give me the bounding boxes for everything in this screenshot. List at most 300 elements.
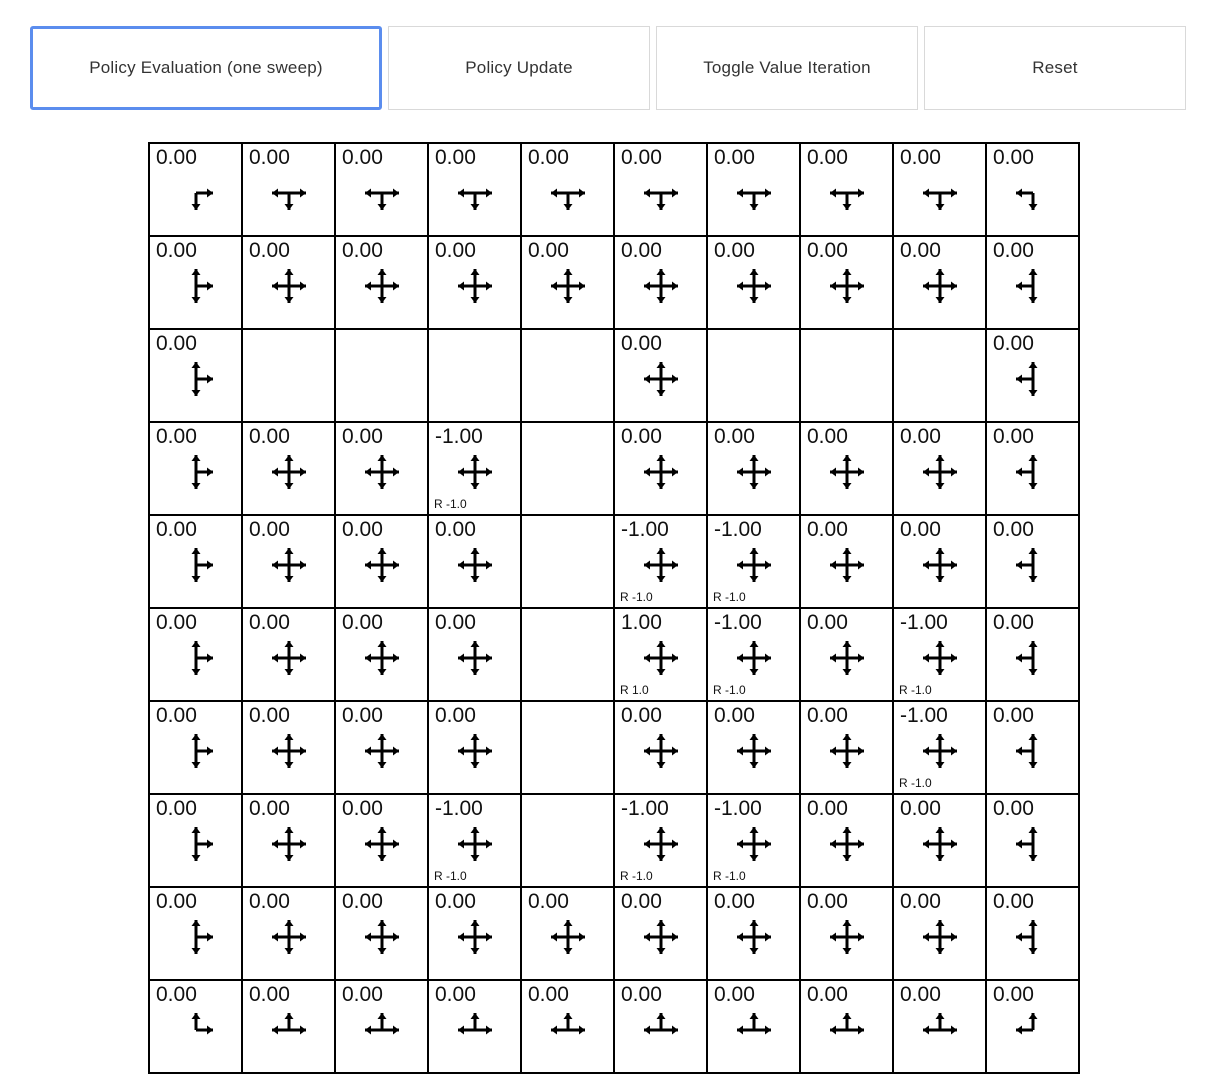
- grid-cell[interactable]: [149, 887, 242, 980]
- grid-cell[interactable]: [242, 143, 335, 236]
- cell-content: [987, 795, 1078, 886]
- cell-value: 0.00: [249, 146, 290, 169]
- grid-cell[interactable]: [986, 608, 1079, 701]
- policy-arrows-icon: [429, 263, 520, 307]
- policy-arrows-icon: [615, 263, 706, 307]
- policy-arrows-icon: [150, 914, 241, 958]
- grid-cell[interactable]: [986, 236, 1079, 329]
- grid-cell[interactable]: [707, 887, 800, 980]
- grid-cell[interactable]: [149, 701, 242, 794]
- policy-arrows-icon: [150, 356, 241, 400]
- grid-cell[interactable]: [893, 143, 986, 236]
- policy-arrows-icon: [336, 542, 427, 586]
- cell-content: [522, 237, 613, 328]
- policy-arrows-icon: [894, 170, 985, 214]
- cell-value: 0.00: [900, 239, 941, 262]
- grid-row: [149, 701, 1079, 794]
- grid-row: [149, 887, 1079, 980]
- policy-arrows-icon: [429, 1007, 520, 1051]
- grid-cell[interactable]: [707, 608, 800, 701]
- cell-reward: R -1.0: [899, 683, 932, 697]
- cell-value: 0.00: [156, 332, 197, 355]
- cell-value: 0.00: [249, 239, 290, 262]
- grid-cell[interactable]: [614, 422, 707, 515]
- cell-content: [243, 981, 334, 1072]
- policy-arrows-icon: [336, 449, 427, 493]
- cell-content: [429, 702, 520, 793]
- policy-arrows-icon: [243, 728, 334, 772]
- gridworld-grid: [148, 142, 1080, 1074]
- cell-value: 0.00: [714, 146, 755, 169]
- cell-value: -1.00: [900, 611, 948, 634]
- grid-cell[interactable]: [614, 515, 707, 608]
- cell-content: [522, 516, 613, 607]
- grid-cell[interactable]: [521, 143, 614, 236]
- grid-cell[interactable]: [893, 515, 986, 608]
- policy-arrows-icon: [987, 449, 1078, 493]
- cell-value: 0.00: [900, 890, 941, 913]
- policy-arrows-icon: [987, 821, 1078, 865]
- grid-cell[interactable]: [800, 515, 893, 608]
- cell-content: [429, 423, 520, 514]
- grid-cell[interactable]: [893, 236, 986, 329]
- cell-content: [522, 330, 613, 421]
- cell-reward: R -1.0: [620, 869, 653, 883]
- grid-cell[interactable]: [428, 608, 521, 701]
- policy-arrows-icon: [615, 542, 706, 586]
- grid-cell[interactable]: [428, 794, 521, 887]
- toggle-value-iteration-button[interactable]: [656, 26, 918, 110]
- grid-cell[interactable]: [893, 794, 986, 887]
- grid-cell[interactable]: [800, 980, 893, 1073]
- cell-value: 0.00: [342, 704, 383, 727]
- grid-cell[interactable]: [521, 980, 614, 1073]
- policy-evaluation-label: Policy Evaluation (one sweep): [89, 58, 323, 77]
- policy-arrows-icon: [429, 635, 520, 679]
- cell-value: 0.00: [156, 146, 197, 169]
- cell-value: 0.00: [714, 425, 755, 448]
- cell-content: [894, 609, 985, 700]
- grid-cell[interactable]: [242, 608, 335, 701]
- policy-arrows-icon: [801, 914, 892, 958]
- cell-content: [429, 516, 520, 607]
- grid-cell[interactable]: [614, 329, 707, 422]
- cell-value: 0.00: [993, 611, 1034, 634]
- cell-value: 0.00: [528, 239, 569, 262]
- cell-value: 0.00: [807, 704, 848, 727]
- cell-content: [336, 795, 427, 886]
- cell-content: [429, 888, 520, 979]
- grid-cell[interactable]: [986, 422, 1079, 515]
- cell-value: 0.00: [714, 239, 755, 262]
- policy-arrows-icon: [987, 356, 1078, 400]
- grid-cell[interactable]: [521, 887, 614, 980]
- cell-content: [615, 144, 706, 235]
- policy-arrows-icon: [894, 914, 985, 958]
- grid-cell[interactable]: [893, 887, 986, 980]
- grid-cell[interactable]: [707, 980, 800, 1073]
- cell-content: [336, 609, 427, 700]
- cell-value: 0.00: [993, 983, 1034, 1006]
- policy-arrows-icon: [336, 263, 427, 307]
- cell-content: [801, 330, 892, 421]
- grid-cell[interactable]: [335, 143, 428, 236]
- cell-content: [615, 981, 706, 1072]
- cell-content: [522, 609, 613, 700]
- cell-content: [987, 330, 1078, 421]
- policy-arrows-icon: [708, 635, 799, 679]
- policy-arrows-icon: [894, 263, 985, 307]
- grid-cell[interactable]: [428, 422, 521, 515]
- policy-arrows-icon: [801, 728, 892, 772]
- cell-value: 0.00: [807, 890, 848, 913]
- cell-value: 0.00: [249, 425, 290, 448]
- policy-arrows-icon: [708, 449, 799, 493]
- policy-arrows-icon: [801, 542, 892, 586]
- cell-value: 0.00: [714, 890, 755, 913]
- grid-cell[interactable]: [986, 329, 1079, 422]
- grid-cell[interactable]: [893, 980, 986, 1073]
- grid-cell[interactable]: [986, 794, 1079, 887]
- grid-cell[interactable]: [428, 515, 521, 608]
- cell-value: -1.00: [714, 518, 762, 541]
- cell-content: [522, 888, 613, 979]
- grid-cell[interactable]: [335, 887, 428, 980]
- cell-content: [243, 330, 334, 421]
- policy-evaluation-button[interactable]: [30, 26, 382, 110]
- policy-arrows-icon: [987, 1007, 1078, 1051]
- cell-value: 0.00: [900, 797, 941, 820]
- policy-arrows-icon: [336, 914, 427, 958]
- grid-cell[interactable]: [335, 236, 428, 329]
- grid-row: [149, 794, 1079, 887]
- grid-cell[interactable]: [707, 422, 800, 515]
- cell-value: 0.00: [342, 797, 383, 820]
- policy-update-button[interactable]: [388, 26, 650, 110]
- grid-cell[interactable]: [614, 701, 707, 794]
- cell-content: [429, 330, 520, 421]
- cell-value: 0.00: [621, 146, 662, 169]
- grid-cell[interactable]: [242, 980, 335, 1073]
- cell-value: 0.00: [993, 425, 1034, 448]
- grid-cell[interactable]: [986, 980, 1079, 1073]
- policy-arrows-icon: [615, 449, 706, 493]
- cell-content: [150, 702, 241, 793]
- grid-cell[interactable]: [707, 329, 800, 422]
- grid-cell[interactable]: [242, 329, 335, 422]
- policy-arrows-icon: [150, 263, 241, 307]
- policy-arrows-icon: [336, 170, 427, 214]
- grid-cell[interactable]: [335, 515, 428, 608]
- cell-value: 0.00: [249, 797, 290, 820]
- grid-cell[interactable]: [335, 980, 428, 1073]
- grid-cell[interactable]: [986, 515, 1079, 608]
- policy-arrows-icon: [150, 728, 241, 772]
- cell-value: 0.00: [156, 890, 197, 913]
- grid-cell[interactable]: [614, 887, 707, 980]
- grid-cell[interactable]: [149, 980, 242, 1073]
- cell-value: 0.00: [807, 239, 848, 262]
- cell-content: [894, 702, 985, 793]
- grid-cell[interactable]: [428, 143, 521, 236]
- grid-cell[interactable]: [893, 329, 986, 422]
- grid-cell[interactable]: [800, 701, 893, 794]
- policy-arrows-icon: [150, 821, 241, 865]
- policy-arrows-icon: [150, 542, 241, 586]
- cell-content: [708, 516, 799, 607]
- grid-cell[interactable]: [428, 236, 521, 329]
- cell-content: [336, 981, 427, 1072]
- cell-value: 0.00: [435, 239, 476, 262]
- policy-arrows-icon: [987, 635, 1078, 679]
- cell-content: [150, 981, 241, 1072]
- grid-cell[interactable]: [800, 236, 893, 329]
- cell-value: 0.00: [621, 983, 662, 1006]
- cell-content: [987, 888, 1078, 979]
- grid-cell[interactable]: [707, 794, 800, 887]
- cell-value: 0.00: [807, 983, 848, 1006]
- grid-cell[interactable]: [521, 515, 614, 608]
- cell-reward: R -1.0: [713, 869, 746, 883]
- grid-cell[interactable]: [149, 608, 242, 701]
- grid-cell[interactable]: [893, 608, 986, 701]
- cell-content: [150, 330, 241, 421]
- cell-content: [150, 144, 241, 235]
- cell-value: 0.00: [621, 239, 662, 262]
- cell-reward: R -1.0: [620, 590, 653, 604]
- cell-content: [987, 516, 1078, 607]
- grid-cell[interactable]: [149, 143, 242, 236]
- policy-arrows-icon: [801, 635, 892, 679]
- grid-cell[interactable]: [335, 794, 428, 887]
- grid-cell[interactable]: [521, 794, 614, 887]
- grid-cell[interactable]: [986, 143, 1079, 236]
- grid-cell[interactable]: [521, 608, 614, 701]
- cell-value: 0.00: [993, 239, 1034, 262]
- grid-cell[interactable]: [428, 980, 521, 1073]
- reset-label: Reset: [1032, 58, 1078, 77]
- cell-value: -1.00: [714, 797, 762, 820]
- grid-cell[interactable]: [614, 980, 707, 1073]
- cell-content: [894, 237, 985, 328]
- cell-content: [894, 423, 985, 514]
- cell-content: [429, 795, 520, 886]
- grid-cell[interactable]: [428, 701, 521, 794]
- grid-cell[interactable]: [800, 143, 893, 236]
- cell-content: [801, 423, 892, 514]
- grid-cell[interactable]: [800, 608, 893, 701]
- grid-cell[interactable]: [521, 329, 614, 422]
- cell-value: 0.00: [435, 890, 476, 913]
- cell-value: 0.00: [807, 611, 848, 634]
- cell-content: [894, 981, 985, 1072]
- cell-content: [429, 237, 520, 328]
- cell-value: 0.00: [528, 146, 569, 169]
- cell-content: [987, 423, 1078, 514]
- policy-arrows-icon: [522, 1007, 613, 1051]
- grid-cell[interactable]: [707, 701, 800, 794]
- policy-arrows-icon: [336, 728, 427, 772]
- toggle-value-iteration-label: Toggle Value Iteration: [703, 58, 871, 77]
- policy-update-label: Policy Update: [465, 58, 573, 77]
- policy-arrows-icon: [987, 170, 1078, 214]
- grid-cell[interactable]: [614, 794, 707, 887]
- policy-arrows-icon: [708, 542, 799, 586]
- cell-value: 0.00: [435, 983, 476, 1006]
- cell-content: [987, 144, 1078, 235]
- policy-arrows-icon: [522, 914, 613, 958]
- cell-value: 0.00: [621, 704, 662, 727]
- policy-arrows-icon: [894, 821, 985, 865]
- policy-arrows-icon: [987, 728, 1078, 772]
- policy-arrows-icon: [243, 263, 334, 307]
- policy-arrows-icon: [336, 821, 427, 865]
- cell-content: [150, 609, 241, 700]
- grid-cell[interactable]: [614, 143, 707, 236]
- cell-content: [150, 423, 241, 514]
- cell-reward: R -1.0: [434, 869, 467, 883]
- grid-cell[interactable]: [428, 329, 521, 422]
- policy-arrows-icon: [987, 914, 1078, 958]
- policy-arrows-icon: [801, 821, 892, 865]
- cell-value: 0.00: [342, 518, 383, 541]
- grid-cell[interactable]: [242, 515, 335, 608]
- cell-value: 0.00: [156, 518, 197, 541]
- cell-value: 0.00: [528, 983, 569, 1006]
- grid-cell[interactable]: [893, 701, 986, 794]
- policy-arrows-icon: [708, 263, 799, 307]
- cell-value: 0.00: [435, 704, 476, 727]
- cell-value: 0.00: [993, 518, 1034, 541]
- cell-value: 0.00: [249, 611, 290, 634]
- policy-arrows-icon: [615, 821, 706, 865]
- policy-arrows-icon: [336, 635, 427, 679]
- cell-content: [615, 888, 706, 979]
- cell-content: [429, 609, 520, 700]
- policy-arrows-icon: [708, 914, 799, 958]
- grid-cell[interactable]: [800, 422, 893, 515]
- cell-value: 0.00: [714, 704, 755, 727]
- grid-cell[interactable]: [428, 887, 521, 980]
- cell-content: [801, 795, 892, 886]
- cell-value: 0.00: [900, 518, 941, 541]
- grid-cell[interactable]: [149, 236, 242, 329]
- cell-content: [708, 795, 799, 886]
- grid-cell[interactable]: [242, 701, 335, 794]
- grid-cell[interactable]: [986, 887, 1079, 980]
- grid-cell[interactable]: [149, 515, 242, 608]
- grid-cell[interactable]: [800, 794, 893, 887]
- grid-table: [148, 142, 1080, 1074]
- cell-value: 0.00: [156, 611, 197, 634]
- cell-reward: R -1.0: [713, 683, 746, 697]
- grid-cell[interactable]: [707, 236, 800, 329]
- cell-content: [801, 981, 892, 1072]
- policy-arrows-icon: [243, 1007, 334, 1051]
- grid-cell[interactable]: [149, 794, 242, 887]
- cell-content: [522, 423, 613, 514]
- cell-content: [708, 981, 799, 1072]
- grid-cell[interactable]: [242, 236, 335, 329]
- cell-value: 0.00: [156, 425, 197, 448]
- grid-cell[interactable]: [614, 236, 707, 329]
- grid-cell[interactable]: [986, 701, 1079, 794]
- grid-cell[interactable]: [707, 515, 800, 608]
- cell-content: [243, 237, 334, 328]
- grid-cell[interactable]: [335, 701, 428, 794]
- cell-value: 0.00: [249, 704, 290, 727]
- cell-value: 0.00: [807, 425, 848, 448]
- policy-arrows-icon: [987, 263, 1078, 307]
- cell-value: -1.00: [435, 425, 483, 448]
- cell-value: 0.00: [807, 797, 848, 820]
- cell-value: 0.00: [156, 983, 197, 1006]
- grid-cell[interactable]: [149, 329, 242, 422]
- cell-content: [336, 702, 427, 793]
- policy-arrows-icon: [522, 263, 613, 307]
- grid-cell[interactable]: [893, 422, 986, 515]
- grid-cell[interactable]: [800, 329, 893, 422]
- policy-arrows-icon: [150, 449, 241, 493]
- cell-content: [243, 702, 334, 793]
- policy-arrows-icon: [243, 821, 334, 865]
- cell-value: 0.00: [249, 890, 290, 913]
- grid-cell[interactable]: [521, 236, 614, 329]
- policy-arrows-icon: [615, 170, 706, 214]
- grid-cell[interactable]: [707, 143, 800, 236]
- policy-arrows-icon: [708, 821, 799, 865]
- grid-cell[interactable]: [242, 422, 335, 515]
- cell-content: [336, 330, 427, 421]
- cell-value: 0.00: [714, 983, 755, 1006]
- policy-arrows-icon: [150, 1007, 241, 1051]
- grid-cell[interactable]: [242, 794, 335, 887]
- policy-arrows-icon: [894, 1007, 985, 1051]
- cell-value: 0.00: [993, 890, 1034, 913]
- policy-arrows-icon: [243, 542, 334, 586]
- grid-row: [149, 980, 1079, 1073]
- grid-cell[interactable]: [521, 701, 614, 794]
- cell-content: [522, 981, 613, 1072]
- policy-arrows-icon: [801, 170, 892, 214]
- grid-cell[interactable]: [242, 887, 335, 980]
- grid-cell[interactable]: [614, 608, 707, 701]
- policy-arrows-icon: [150, 635, 241, 679]
- reset-button[interactable]: [924, 26, 1186, 110]
- cell-value: 0.00: [435, 518, 476, 541]
- policy-arrows-icon: [243, 449, 334, 493]
- policy-arrows-icon: [801, 263, 892, 307]
- grid-cell[interactable]: [335, 608, 428, 701]
- grid-row: [149, 515, 1079, 608]
- policy-arrows-icon: [894, 635, 985, 679]
- grid-cell[interactable]: [149, 422, 242, 515]
- grid-cell[interactable]: [800, 887, 893, 980]
- cell-value: 0.00: [993, 797, 1034, 820]
- cell-content: [708, 144, 799, 235]
- policy-arrows-icon: [336, 1007, 427, 1051]
- cell-content: [801, 888, 892, 979]
- grid-cell[interactable]: [335, 329, 428, 422]
- cell-content: [708, 330, 799, 421]
- grid-cell[interactable]: [335, 422, 428, 515]
- cell-value: -1.00: [900, 704, 948, 727]
- cell-value: -1.00: [435, 797, 483, 820]
- cell-content: [894, 888, 985, 979]
- policy-arrows-icon: [243, 170, 334, 214]
- grid-cell[interactable]: [521, 422, 614, 515]
- cell-content: [243, 795, 334, 886]
